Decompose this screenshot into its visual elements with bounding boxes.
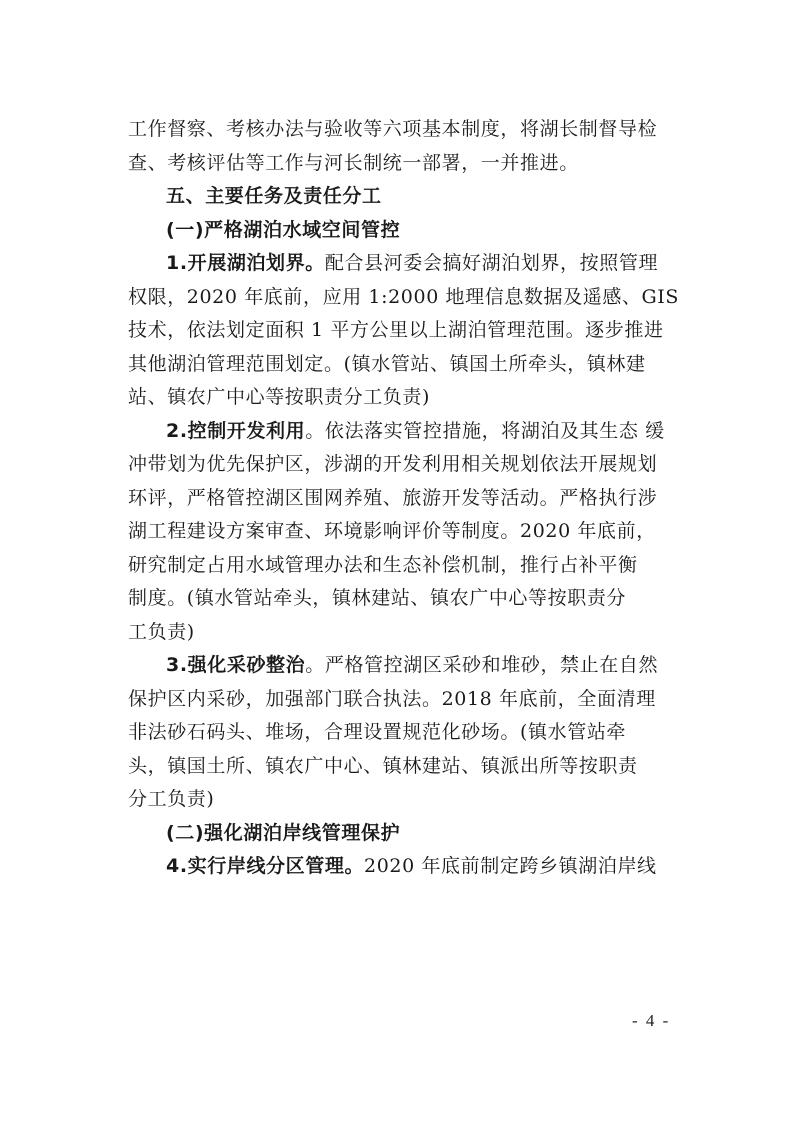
- text-line: [128, 549, 676, 583]
- item-title: 3.强化采砂整治: [166, 654, 306, 676]
- page-number: - 4 -: [632, 1011, 671, 1030]
- section-heading: (一)严格湖泊水域空间管控: [166, 218, 401, 241]
- text-line: [128, 582, 676, 616]
- paragraph-text: 。依法落实管控措施，将湖泊及其生态 缓: [305, 419, 665, 442]
- paragraph-text: 工负责): [128, 620, 195, 643]
- text-line: [128, 783, 676, 817]
- text-line: [128, 415, 676, 449]
- paragraph-text: 配合县河委会搞好湖泊划界，按照管理: [324, 252, 659, 274]
- section-heading: (二)强化湖泊岸线管理保护: [166, 821, 401, 844]
- item-title: 4.实行岸线分区管理。: [166, 855, 365, 877]
- paragraph-text: 2020 年底前制定跨乡镇湖泊岸线: [364, 855, 657, 877]
- text-line: [128, 113, 676, 147]
- section-heading: 五、主要任务及责任分工: [166, 185, 382, 207]
- text-line: [128, 147, 676, 181]
- text-line: [128, 180, 676, 214]
- text-line: [128, 381, 676, 415]
- text-line: [128, 482, 676, 516]
- paragraph-text: 冲带划为优先保护区，涉湖的开发利用相关规划依法开展规划: [128, 453, 658, 475]
- text-line: [128, 214, 676, 248]
- text-line: [128, 716, 676, 750]
- text-line: [128, 348, 676, 382]
- text-line: [128, 683, 676, 717]
- item-title: 2.控制开发利用: [166, 419, 306, 442]
- text-line: [128, 314, 676, 348]
- paragraph-text: 非法砂石码头、堆场，合理设置规范化砂场。(镇水管站牵: [128, 721, 627, 743]
- text-line: [128, 448, 676, 482]
- paragraph-text: 湖工程建设方案审查、环境影响评价等制度。2020 年底前，: [128, 520, 656, 542]
- paragraph-text: 保护区内采砂，加强部门联合执法。2018 年底前，全面清理: [128, 687, 656, 710]
- text-line: [128, 247, 676, 281]
- paragraph-text: 其他湖泊管理范围划定。(镇水管站、镇国土所牵头，镇林建: [128, 352, 646, 375]
- text-line: [128, 850, 676, 884]
- paragraph-text: 站、镇农广中心等按职责分工负责): [128, 386, 431, 408]
- paragraph-text: 工作督察、考核办法与验收等六项基本制度，将湖长制督导检: [128, 118, 658, 140]
- paragraph-text: 制度。(镇水管站牵头，镇林建站、镇农广中心等按职责分: [128, 587, 627, 609]
- paragraph-text: 技术，依法划定面积 1 平方公里以上湖泊管理范围。逐步推进: [128, 319, 664, 341]
- text-line: [128, 515, 676, 549]
- paragraph-text: 查、考核评估等工作与河长制统一部署，一并推进。: [128, 151, 579, 174]
- text-line: [128, 616, 676, 650]
- paragraph-text: 研究制定占用水域管理办法和生态补偿机制，推行占补平衡: [128, 553, 638, 576]
- paragraph-text: 环评，严格管控湖区围网养殖、旅游开发等活动。严格执行涉: [128, 486, 658, 509]
- text-line: [128, 750, 676, 784]
- text-line: [128, 817, 676, 851]
- paragraph-text: 头，镇国土所、镇农广中心、镇林建站、镇派出所等按职责: [128, 754, 638, 777]
- paragraph-text: 权限，2020 年底前，应用 1:2000 地理信息数据及遥感、GIS: [128, 285, 680, 308]
- text-line: [128, 281, 680, 315]
- item-title: 1.开展湖泊划界。: [166, 252, 325, 274]
- paragraph-text: 分工负责): [128, 788, 215, 810]
- text-line: [128, 649, 676, 683]
- paragraph-text: 。严格管控湖区采砂和堆砂，禁止在自然: [305, 654, 659, 676]
- document-body: [128, 113, 680, 884]
